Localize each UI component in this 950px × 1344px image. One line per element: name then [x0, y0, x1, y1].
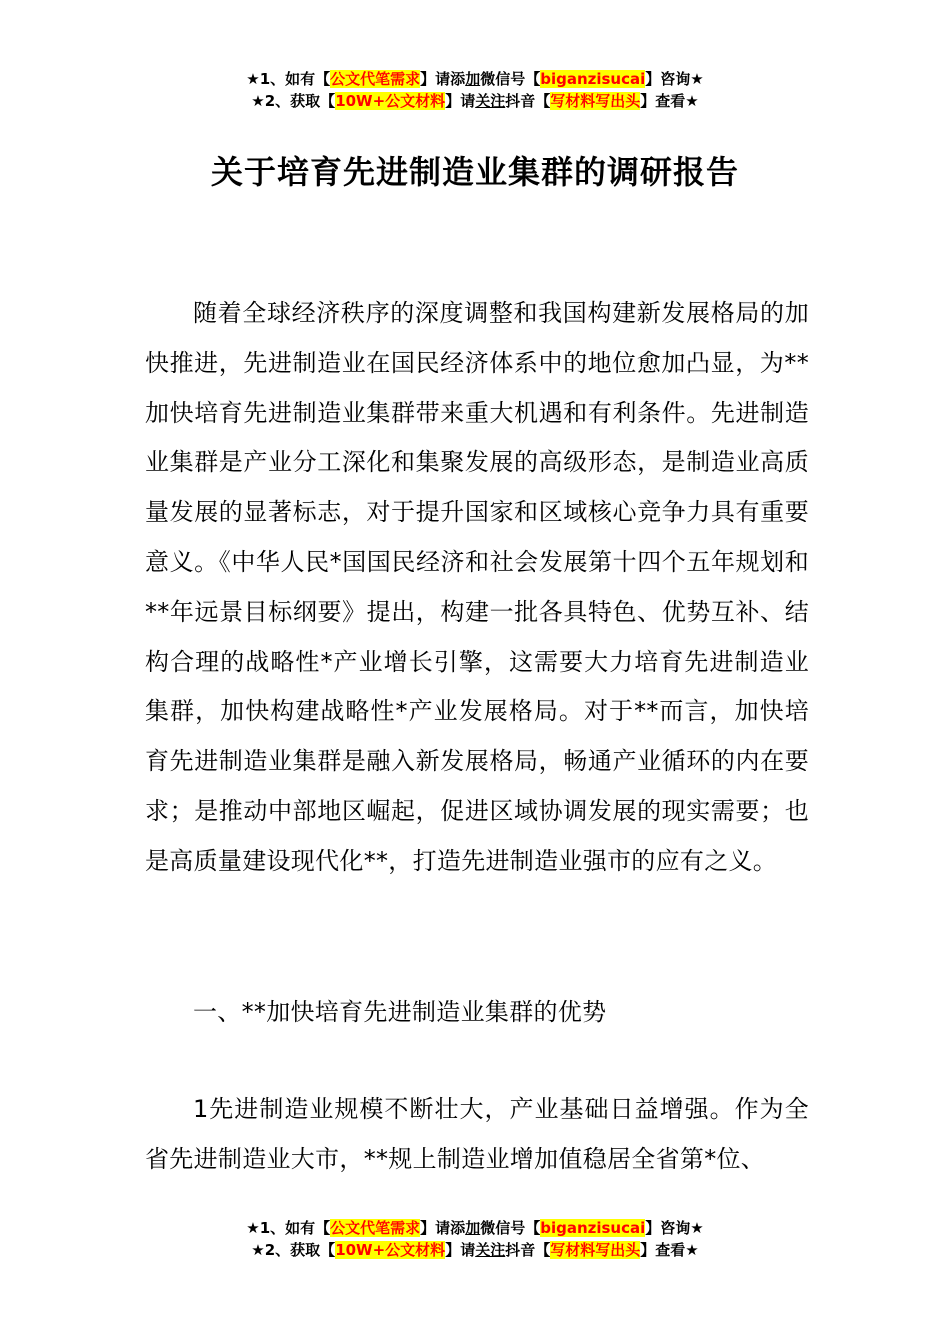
promo-line-2: ★2、获取【10W+公文材料】请关注抖音【写材料写出头】查看★ [251, 92, 699, 110]
footer-promo-banner [0, 1217, 950, 1261]
promo-line-1: ★1、如有【公文代笔需求】请添加微信号【biganzisucai】咨询★ [246, 1219, 704, 1237]
highlight-wechat-id: biganzisucai [540, 70, 646, 88]
header-promo-banner [0, 68, 950, 112]
highlight-service: 公文代笔需求 [330, 1219, 421, 1237]
promo-line-1: ★1、如有【公文代笔需求】请添加微信号【biganzisucai】咨询★ [246, 70, 704, 88]
highlight-service: 公文代笔需求 [330, 70, 421, 88]
body-paragraph-1: 1先进制造业规模不断壮大，产业基础日益增强。作为全省先进制造业大市，**规上制造业增加值稳居全省第*位、 [145, 1095, 809, 1173]
highlight-douyin: 写材料写出头 [550, 1241, 641, 1259]
promo-line-2: ★2、获取【10W+公文材料】请关注抖音【写材料写出头】查看★ [251, 1241, 699, 1259]
section-heading-1: 一、**加快培育先进制造业集群的优势 [193, 998, 607, 1026]
body-paragraph-intro: 随着全球经济秩序的深度调整和我国构建新发展格局的加快推进，先进制造业在国民经济体系中的地位愈加凸显，为**加快培育先进制造业集群带来重大机遇和有利条件。先进制造业集群是产业分工深化和集聚发展的高级形态，是制造业高质量发展的显著标志，对于提升国家和区域核心竞争力具有重要意义。《中华人民*国国民经济和社会发展第十四个五年规划和**年远景目标纲要》提出，构建一批各具特色、优势互补、结构合理的战略性*产业增长引擎，这需要大力培育先进制造业集群，加快构建战略性*产业发展格局。对于**而言，加快培育先进制造业集群是融入新发展格局，畅通产业循环的内在要求；是推动中部地区崛起，促进区域协调发展的现实需要；也是高质量建设现代化**，打造先进制造业强市的应有之义。 [145, 299, 809, 875]
highlight-wechat-id: biganzisucai [540, 1219, 646, 1237]
highlight-douyin: 写材料写出头 [550, 92, 641, 110]
document-title: 关于培育先进制造业集群的调研报告 [210, 153, 739, 191]
highlight-materials: 10W+公文材料 [335, 1241, 446, 1259]
highlight-materials: 10W+公文材料 [335, 92, 446, 110]
